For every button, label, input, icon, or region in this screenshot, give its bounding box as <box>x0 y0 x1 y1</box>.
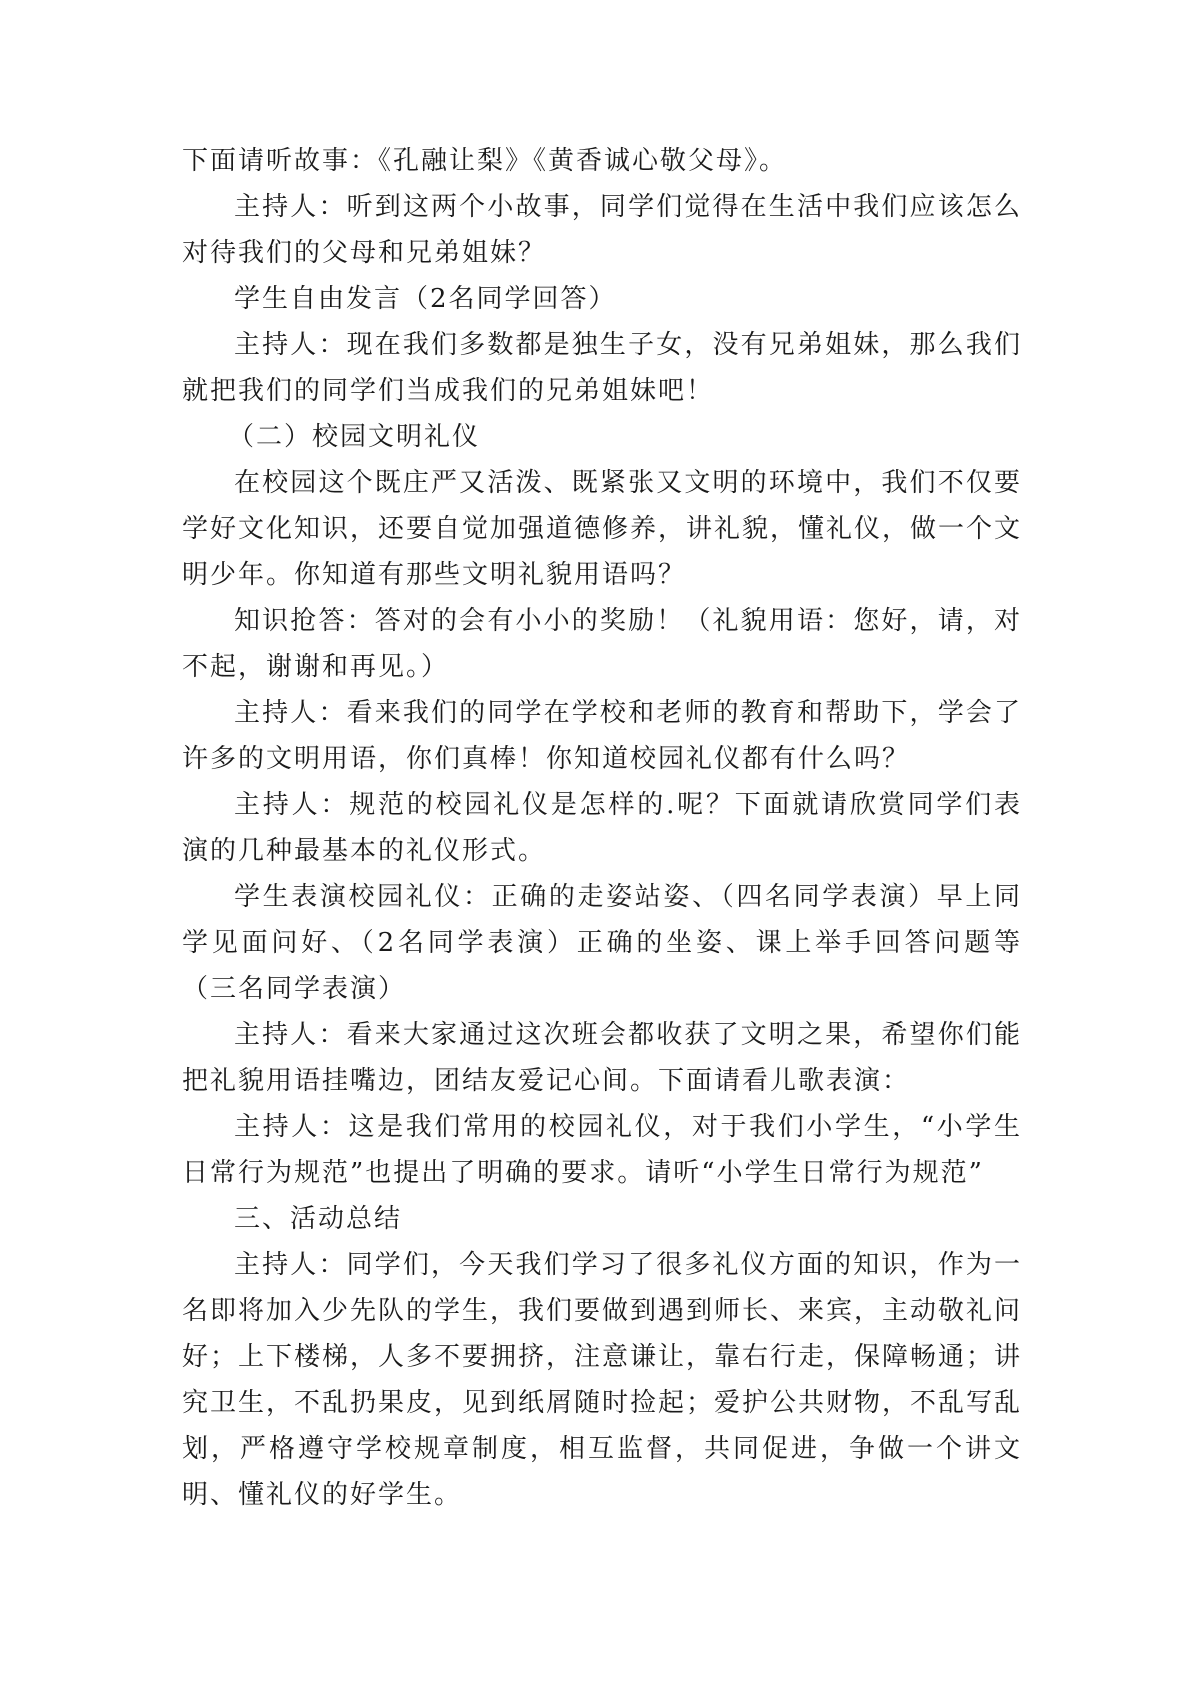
paragraph-host-etiquette-forms: 主持人：规范的校园礼仪是怎样的.呢？下面就请欣赏同学们表演的几种最基本的礼仪形式。 <box>182 790 1022 866</box>
document-page <box>182 138 1022 1518</box>
paragraph-story-intro: 下面请听故事：《孔融让梨》《黄香诚心敬父母》。 <box>182 146 788 176</box>
paragraph-host-harvest: 主持人：看来大家通过这次班会都收获了文明之果，希望你们能把礼貌用语挂嘴边，团结友爱记心间。下面请看儿歌表演： <box>182 1020 1022 1096</box>
paragraph-host-praise: 主持人：看来我们的同学在学校和老师的教育和帮助下，学会了许多的文明用语，你们真棒！你知道校园礼仪都有什么吗？ <box>182 698 1022 774</box>
paragraph-student-performance: 学生表演校园礼仪：正确的走姿站姿、（四名同学表演）早上同学见面问好、（2名同学表演）正确的坐姿、课上举手回答问题等（三名同学表演） <box>182 882 1022 1004</box>
paragraph-host-norms: 主持人：这是我们常用的校园礼仪，对于我们小学生，“小学生日常行为规范”也提出了明确的要求。请听“小学生日常行为规范” <box>182 1112 1022 1188</box>
paragraph-campus-environment: 在校园这个既庄严又活泼、既紧张又文明的环境中，我们不仅要学好文化知识，还要自觉加强道德修养，讲礼貌，懂礼仪，做一个文明少年。你知道有那些文明礼貌用语吗？ <box>182 468 1023 590</box>
paragraph-host-summary: 主持人：同学们，今天我们学习了很多礼仪方面的知识，作为一名即将加入少先队的学生，我们要做到遇到师长、来宾，主动敬礼问好；上下楼梯，人多不要拥挤，注意谦让，靠右行走，保障畅通；讲究卫生，不乱扔果皮，见到纸屑随时捡起；爱护公共财物，不乱写乱划，严格遵守学校规章制度，相互监督，共同促进，争做一个讲文明、懂礼仪的好学生。 <box>182 1250 1023 1510</box>
section-heading-summary: 三、活动总结 <box>234 1204 403 1234</box>
section-heading-campus-etiquette: （二）校园文明礼仪 <box>228 422 481 452</box>
paragraph-host-siblings: 主持人：现在我们多数都是独生子女，没有兄弟姐妹，那么我们就把我们的同学们当成我们的兄弟姐妹吧！ <box>182 330 1022 406</box>
paragraph-student-speech: 学生自由发言（2名同学回答） <box>234 284 617 314</box>
paragraph-host-question: 主持人：听到这两个小故事，同学们觉得在生活中我们应该怎么对待我们的父母和兄弟姐妹？ <box>182 192 1022 268</box>
paragraph-quiz: 知识抢答：答对的会有小小的奖励！（礼貌用语：您好，请，对不起，谢谢和再见。） <box>182 606 1022 682</box>
